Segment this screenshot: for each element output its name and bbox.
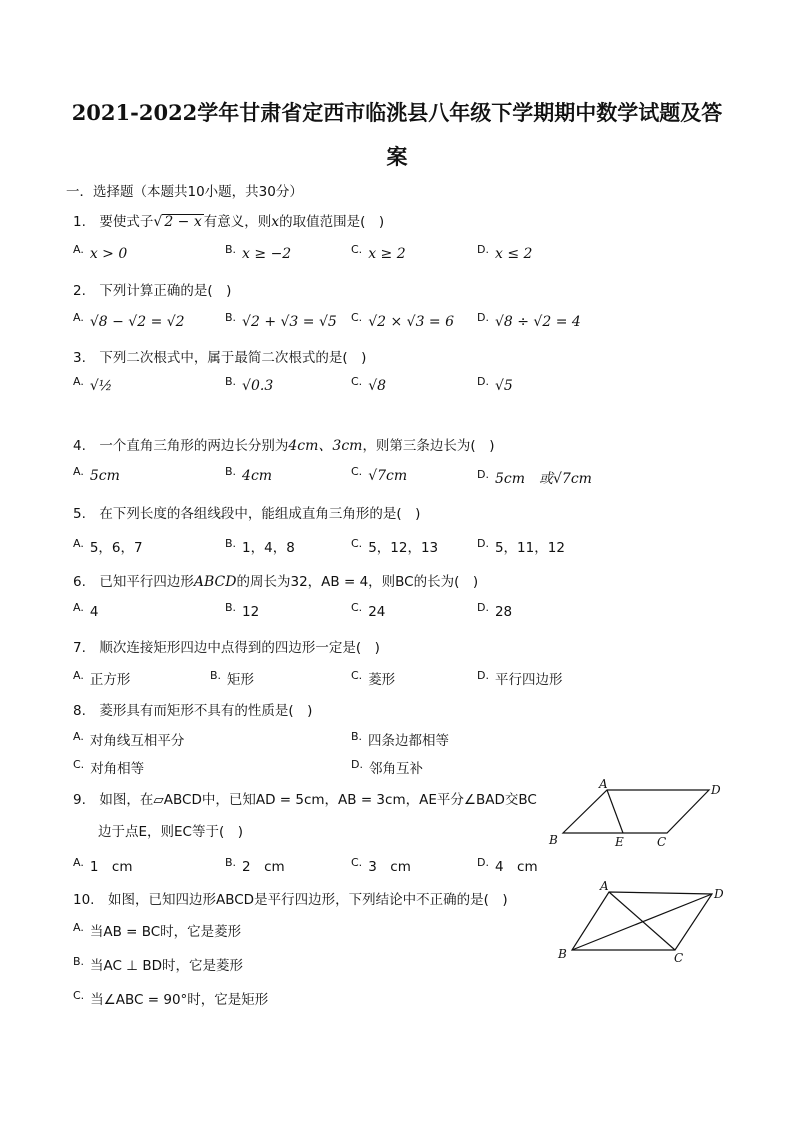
label-d: D (711, 783, 721, 797)
q5-option-b: $^{B.}$ 1，4，8 (225, 537, 295, 556)
question-7: 7. 顺次连接矩形四边中点得到的四边形一定是( ) (73, 640, 380, 656)
label-b: B (558, 947, 567, 961)
q2-option-a: $^{A.}$ √8 − √2 = √2 (73, 311, 185, 330)
q4-option-c: $^{C.}$ √7cm (351, 465, 408, 484)
question-5: 5. 在下列长度的各组线段中，能组成直角三角形的是( ) (73, 506, 421, 522)
question-6: 6. 已知平行四边形ABCD的周长为32，AB = 4，则BC的长为( ) (73, 574, 479, 590)
question-8: 8. 菱形具有而矩形不具有的性质是( ) (73, 703, 313, 719)
q4-option-a: $^{A.}$ 5cm (73, 465, 120, 484)
q2-option-d: $^{D.}$ √8 ÷ √2 = 4 (477, 311, 581, 330)
question-1: 1. 要使式子√ 2 − x 有意义，则x的取值范围是( ) (73, 214, 385, 230)
q2-option-c: $^{C.}$ √2 × √3 = 6 (351, 311, 455, 330)
label-a: A (600, 879, 609, 893)
q1-option-c: $^{C.}$ x ≥ 2 (351, 243, 406, 262)
label-d: D (714, 887, 724, 901)
sqrt-expression: √ 2 − x (153, 214, 202, 230)
q9-option-c: $^{C.}$ 3 cm (351, 856, 411, 875)
q3-option-c: $^{C.}$ √8 (351, 375, 387, 394)
q3-option-b: $^{B.}$ √0.3 (225, 375, 274, 394)
label-c: C (657, 835, 667, 849)
q7-option-a: $^{A.}$ 正方形 (73, 669, 131, 688)
q9-option-d: $^{D.}$ 4 cm (477, 856, 538, 875)
q5-option-d: $^{D.}$ 5，11，12 (477, 537, 565, 556)
q7-option-c: $^{C.}$ 菱形 (351, 669, 396, 688)
q8-option-a: $^{A.}$ 对角线互相平分 (73, 730, 185, 749)
q5-option-a: $^{A.}$ 5，6，7 (73, 537, 143, 556)
question-9: 9. 如图，在▱ABCD中，已知AD = 5cm，AB = 3cm，AE平分∠BAD交BC (73, 792, 537, 808)
q10-option-c: $^{C.}$ 当∠ABC = 90°时，它是矩形 (73, 989, 269, 1008)
q9-option-a: $^{A.}$ 1 cm (73, 856, 133, 875)
label-b: B (549, 833, 558, 847)
q6-option-d: $^{D.}$ 28 (477, 601, 513, 620)
q8-option-d: $^{D.}$ 邻角互补 (351, 758, 423, 777)
q6-option-b: $^{B.}$ 12 (225, 601, 260, 620)
q3-option-a: $^{A.}$ √½ (73, 375, 113, 394)
label-a: A (599, 777, 608, 791)
question-4: 4. 一个直角三角形的两边长分别为4cm、3cm，则第三条边长为( ) (73, 438, 495, 454)
document-title-line1: 2021-2022学年甘肃省定西市临洮县八年级下学期期中数学试题及答 (71, 100, 723, 125)
q6-option-c: $^{C.}$ 24 (351, 601, 386, 620)
figure-q9-parallelogram (545, 776, 735, 850)
question-9-cont: 边于点E，则EC等于( ) (98, 824, 244, 840)
q8-option-c: $^{C.}$ 对角相等 (73, 758, 145, 777)
q6-option-a: $^{A.}$ 4 (73, 601, 99, 620)
q7-option-b: $^{B.}$ 矩形 (210, 669, 255, 688)
q10-option-a: $^{A.}$ 当AB = BC时，它是菱形 (73, 921, 242, 940)
section-heading: 一．选择题（本题共10小题，共30分） (66, 184, 303, 200)
q1-option-a: $^{A.}$ x > 0 (73, 243, 128, 262)
q4-option-b: $^{B.}$ 4cm (225, 465, 273, 484)
question-2: 2. 下列计算正确的是( ) (73, 283, 232, 299)
q9-option-b: $^{B.}$ 2 cm (225, 856, 285, 875)
q2-option-b: $^{B.}$ √2 + √3 = √5 (225, 311, 337, 330)
figure-q10-parallelogram (552, 878, 732, 968)
document-title-line2: 案 (386, 144, 408, 169)
q3-option-d: $^{D.}$ √5 (477, 375, 513, 394)
label-e: E (615, 835, 624, 849)
question-10: 10. 如图，已知四边形ABCD是平行四边形，下列结论中不正确的是( ) (73, 892, 508, 908)
q1-option-b: $^{B.}$ x ≥ −2 (225, 243, 292, 262)
q8-option-b: $^{B.}$ 四条边都相等 (351, 730, 450, 749)
label-c: C (674, 951, 684, 965)
q10-option-b: $^{B.}$ 当AC ⊥ BD时，它是菱形 (73, 955, 243, 974)
question-3: 3. 下列二次根式中，属于最简二次根式的是( ) (73, 350, 367, 366)
q7-option-d: $^{D.}$ 平行四边形 (477, 669, 563, 688)
q4-option-d: $^{D.}$ 5cm 或√7cm (477, 468, 592, 487)
q1-option-d: $^{D.}$ x ≤ 2 (477, 243, 533, 262)
q5-option-c: $^{C.}$ 5，12，13 (351, 537, 439, 556)
